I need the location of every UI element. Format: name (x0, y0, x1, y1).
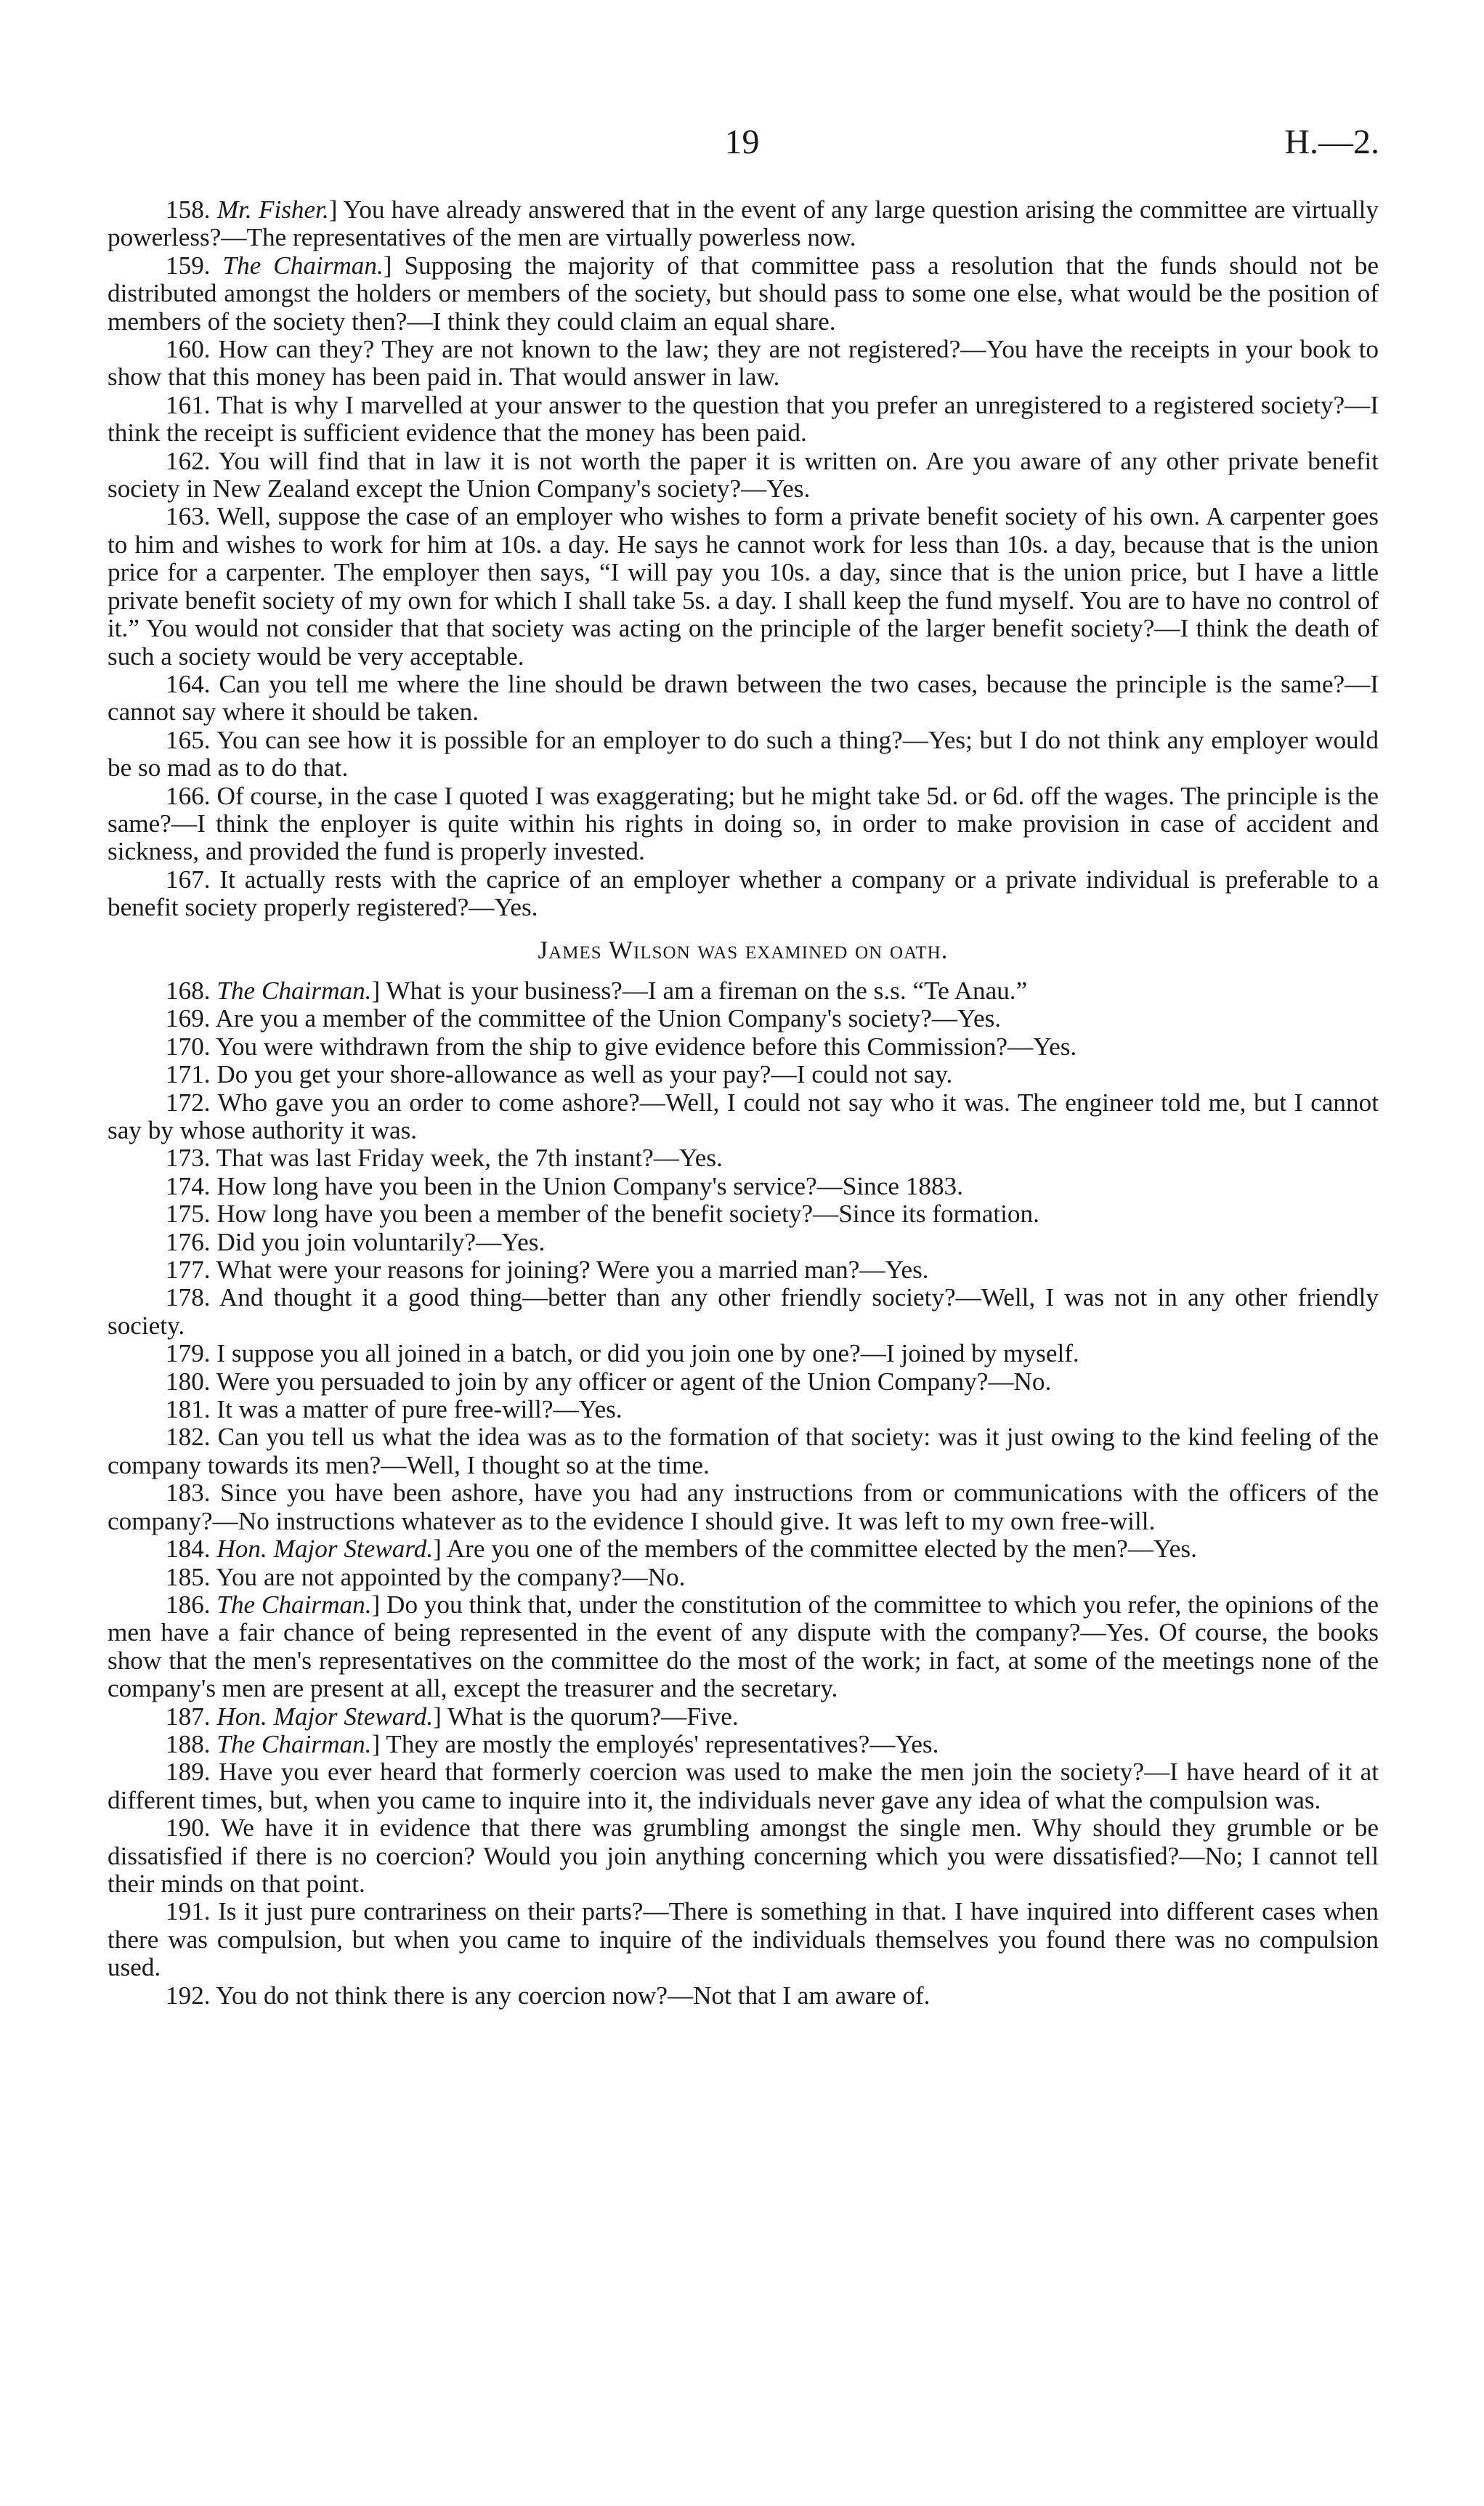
paragraph-text: You will find that in law it is not worth the paper it is written on. Are you aware of any other private benefit society in New Zealand except the Union Company's society?—Yes. (108, 446, 1379, 504)
paragraph-text: Did you join voluntarily?—Yes. (216, 1227, 546, 1256)
question-answer-paragraph (108, 1814, 1379, 1898)
question-answer-paragraph (108, 1368, 1379, 1396)
question-answer-paragraph (108, 727, 1379, 783)
speaker-name: The Chairman. (216, 1729, 372, 1758)
question-number: 161. (166, 390, 211, 419)
paragraph-text: Have you ever heard that formerly coercion was used to make the men join the society?—I have heard of it at different times, but, when you came to inquire into it, the individuals never gave any idea of what the compulsion was. (108, 1758, 1379, 1814)
page-number: 19 (724, 123, 760, 161)
paragraph-text: You are not appointed by the company?—No. (216, 1562, 686, 1591)
question-number: 178. (166, 1283, 211, 1312)
paragraph-text: Well, suppose the case of an employer who wishes to form a private benefit society of his own. A carpenter goes to him and wishes to work for him at 10s. a day. He says he cannot work for less than 10s. a day, because that is the union price for a carpenter. The employer then says, “I will pay you 10s. a day, since that is the union price, but I have a little private benefit society of my own for which I shall take 5s. a day. I shall keep the fund myself. You are to have no control of it.” You would not consider that that society was acting on the principle of the larger benefit society?—I think the death of such a society would be very acceptable. (108, 502, 1379, 671)
question-answer-paragraph (108, 1089, 1379, 1145)
paragraph-text: You can see how it is possible for an employer to do such a thing?—Yes; but I do not think any employer would be so mad as to do that. (108, 725, 1379, 783)
paragraph-text: We have it in evidence that there was grumbling amongst the single men. Why should they grumble or be dissatisfied if there is no coercion? Would you join anything concerning which you were dissatisfied?—No; I cannot tell their minds on that point. (108, 1814, 1379, 1898)
question-answer-paragraph (108, 1479, 1379, 1535)
question-answer-paragraph (108, 503, 1379, 670)
question-number: 179. (166, 1339, 211, 1368)
paragraph-text: I suppose you all joined in a batch, or did you join one by one?—I joined by myself. (216, 1339, 1079, 1368)
paragraph-text: Who gave you an order to come ashore?—Well, I could not say who it was. The engineer told me, but I cannot say by whose authority it was. (108, 1088, 1379, 1144)
question-answer-paragraph (108, 671, 1379, 727)
paragraph-text: ] You have already answered that in the event of any large question arising the committee are virtually powerless?—The representatives of the men are virtually powerless now. (108, 195, 1379, 252)
paragraph-text: Were you persuaded to join by any officer or agent of the Union Company?—No. (216, 1367, 1052, 1396)
paragraph-text: How can they? They are not known to the law; they are not registered?—You have the receipts in your book to show that this money has been paid in. That would answer in law. (108, 335, 1379, 392)
speaker-name: Hon. Major Steward. (216, 1702, 434, 1731)
question-answer-paragraph (108, 392, 1379, 448)
paragraph-text: Are you a member of the committee of the Union Company's society?—Yes. (215, 1004, 1002, 1033)
question-answer-paragraph (108, 1229, 1379, 1256)
question-answer-paragraph (108, 1033, 1379, 1061)
question-answer-paragraph (108, 252, 1379, 336)
paragraph-text: ] Do you think that, under the constitution of the committee to which you refer, the opinions of the men have a fair chance of being represented in the event of any dispute with the company?—Yes. Of course, the books show that the men's representatives on the committee do the most of the work; in fact, at some of the meetings none of the company's men are present at all, except the treasurer and the secretary. (108, 1590, 1379, 1703)
paragraph-text: ] Supposing the majority of that committee pass a resolution that the funds should not be distributed amongst the holders or members of the society, but should pass to some one else, what would be the position of members of the society then?—I think they could claim an equal share. (108, 251, 1379, 336)
question-answer-paragraph (108, 1731, 1379, 1758)
question-number: 167. (166, 865, 211, 894)
paragraph-text: You do not think there is any coercion now?—Not that I am aware of. (216, 1981, 930, 2010)
question-answer-paragraph (108, 1982, 1379, 2010)
witness-heading: James Wilson was examined on oath. (538, 935, 949, 964)
question-number: 159. (166, 251, 211, 280)
question-answer-paragraph (108, 1758, 1379, 1814)
question-number: 164. (166, 669, 211, 698)
question-number: 185. (166, 1562, 211, 1591)
paragraph-text: You were withdrawn from the ship to give evidence before this Commission?—Yes. (216, 1032, 1077, 1061)
question-number: 162. (166, 446, 211, 475)
question-answer-paragraph (108, 1005, 1379, 1032)
paragraph-text: What were your reasons for joining? Were you a married man?—Yes. (216, 1256, 929, 1285)
question-number: 169. (166, 1004, 211, 1033)
question-number: 177. (166, 1256, 211, 1285)
question-answer-paragraph (108, 1564, 1379, 1591)
paragraph-text: It was a matter of pure free-will?—Yes. (216, 1395, 623, 1424)
question-number: 183. (166, 1479, 211, 1508)
paragraph-text: And thought it a good thing—better than any other friendly society?—Well, I was not in any other friendly society. (108, 1283, 1379, 1340)
speaker-name: The Chairman. (222, 251, 384, 280)
paragraph-text: Is it just pure contrariness on their parts?—There is something in that. I have inquired into different cases when there was compulsion, but when you came to inquire of the individuals themselves you found there was no compulsion used. (108, 1897, 1379, 1982)
question-number: 184. (166, 1535, 211, 1564)
question-number: 180. (166, 1367, 211, 1396)
paragraph-text: ] Are you one of the members of the committee elected by the men?—Yes. (433, 1535, 1197, 1564)
question-number: 174. (166, 1171, 211, 1200)
page-header (0, 122, 1484, 173)
question-answer-paragraph (108, 336, 1379, 392)
question-number: 175. (166, 1200, 211, 1229)
paragraph-text: Do you get your shore-allowance as well as your pay?—I could not say. (216, 1060, 953, 1089)
question-answer-paragraph (108, 1061, 1379, 1088)
paragraph-text: That is why I marvelled at your answer to the question that you prefer an unregistered to a registered society?—I think the receipt is sufficient evidence that the money has been paid. (108, 390, 1379, 448)
paragraph-text: Can you tell us what the idea was as to the formation of that society: was it just owing to the kind feeling of the company towards its men?—Well, I thought so at the time. (108, 1423, 1379, 1479)
question-number: 171. (166, 1060, 211, 1089)
series-reference: H.—2. (1284, 123, 1379, 161)
question-number: 182. (166, 1423, 211, 1452)
question-number: 191. (166, 1897, 211, 1926)
question-number: 160. (166, 335, 211, 364)
question-number: 192. (166, 1981, 211, 2010)
paragraph-text: ] What is the quorum?—Five. (433, 1702, 739, 1731)
question-number: 170. (166, 1032, 211, 1061)
question-number: 187. (166, 1702, 211, 1731)
speaker-name: The Chairman. (216, 976, 372, 1005)
question-number: 168. (166, 976, 211, 1005)
paragraph-text: Of course, in the case I quoted I was exaggerating; but he might take 5d. or 6d. off the wages. The principle is the same?—I think the enployer is quite within his rights in doing so, in order to make provision in case of accident and sickness, and provided the fund is properly invested. (108, 781, 1379, 866)
question-answer-paragraph (108, 866, 1379, 922)
question-answer-paragraph (108, 1898, 1379, 1981)
testimony-section-wilson (108, 977, 1379, 2010)
speaker-name: Hon. Major Steward. (216, 1535, 434, 1564)
paragraph-text: That was last Friday week, the 7th instant?—Yes. (216, 1144, 723, 1173)
question-number: 188. (166, 1729, 211, 1758)
question-answer-paragraph (108, 1535, 1379, 1563)
question-answer-paragraph (108, 1423, 1379, 1479)
paragraph-text: Can you tell me where the line should be drawn between the two cases, because the principle is the same?—I cannot say where it should be taken. (108, 669, 1379, 727)
paragraph-text: How long have you been in the Union Company's service?—Since 1883. (216, 1171, 963, 1200)
question-answer-paragraph (108, 1396, 1379, 1423)
document-body (108, 196, 1379, 2010)
speaker-name: Mr. Fisher. (216, 195, 329, 224)
question-number: 181. (166, 1395, 211, 1424)
question-answer-paragraph (108, 1284, 1379, 1340)
paragraph-text: ] They are mostly the employés' representatives?—Yes. (371, 1729, 939, 1758)
paragraph-text: How long have you been a member of the benefit society?—Since its formation. (216, 1200, 1039, 1229)
question-answer-paragraph (108, 1703, 1379, 1731)
question-answer-paragraph (108, 977, 1379, 1005)
question-number: 189. (166, 1758, 211, 1787)
question-number: 166. (166, 781, 211, 810)
question-number: 190. (166, 1814, 211, 1843)
question-answer-paragraph (108, 1340, 1379, 1367)
speaker-name: The Chairman. (216, 1590, 372, 1619)
testimony-section-fisher (108, 196, 1379, 922)
question-number: 172. (166, 1088, 211, 1117)
question-answer-paragraph (108, 1591, 1379, 1703)
question-number: 176. (166, 1227, 211, 1256)
question-answer-paragraph (108, 1256, 1379, 1284)
question-number: 186. (166, 1590, 211, 1619)
question-answer-paragraph (108, 1200, 1379, 1228)
question-answer-paragraph (108, 196, 1379, 252)
question-answer-paragraph (108, 448, 1379, 504)
question-number: 165. (166, 725, 211, 754)
question-number: 163. (166, 502, 211, 531)
question-answer-paragraph (108, 1173, 1379, 1200)
paragraph-text: It actually rests with the caprice of an employer whether a company or a private individual is preferable to a benefit society properly registered?—Yes. (108, 865, 1379, 922)
paragraph-text: Since you have been ashore, have you had any instructions from or communications with the officers of the company?—No instructions whatever as to the evidence I should give. It was left to my own free-will. (108, 1479, 1379, 1535)
question-number: 158. (166, 195, 211, 224)
question-answer-paragraph (108, 1144, 1379, 1172)
question-answer-paragraph (108, 783, 1379, 866)
paragraph-text: ] What is your business?—I am a fireman on the s.s. “Te Anau.” (371, 976, 1028, 1005)
question-number: 173. (166, 1144, 211, 1173)
